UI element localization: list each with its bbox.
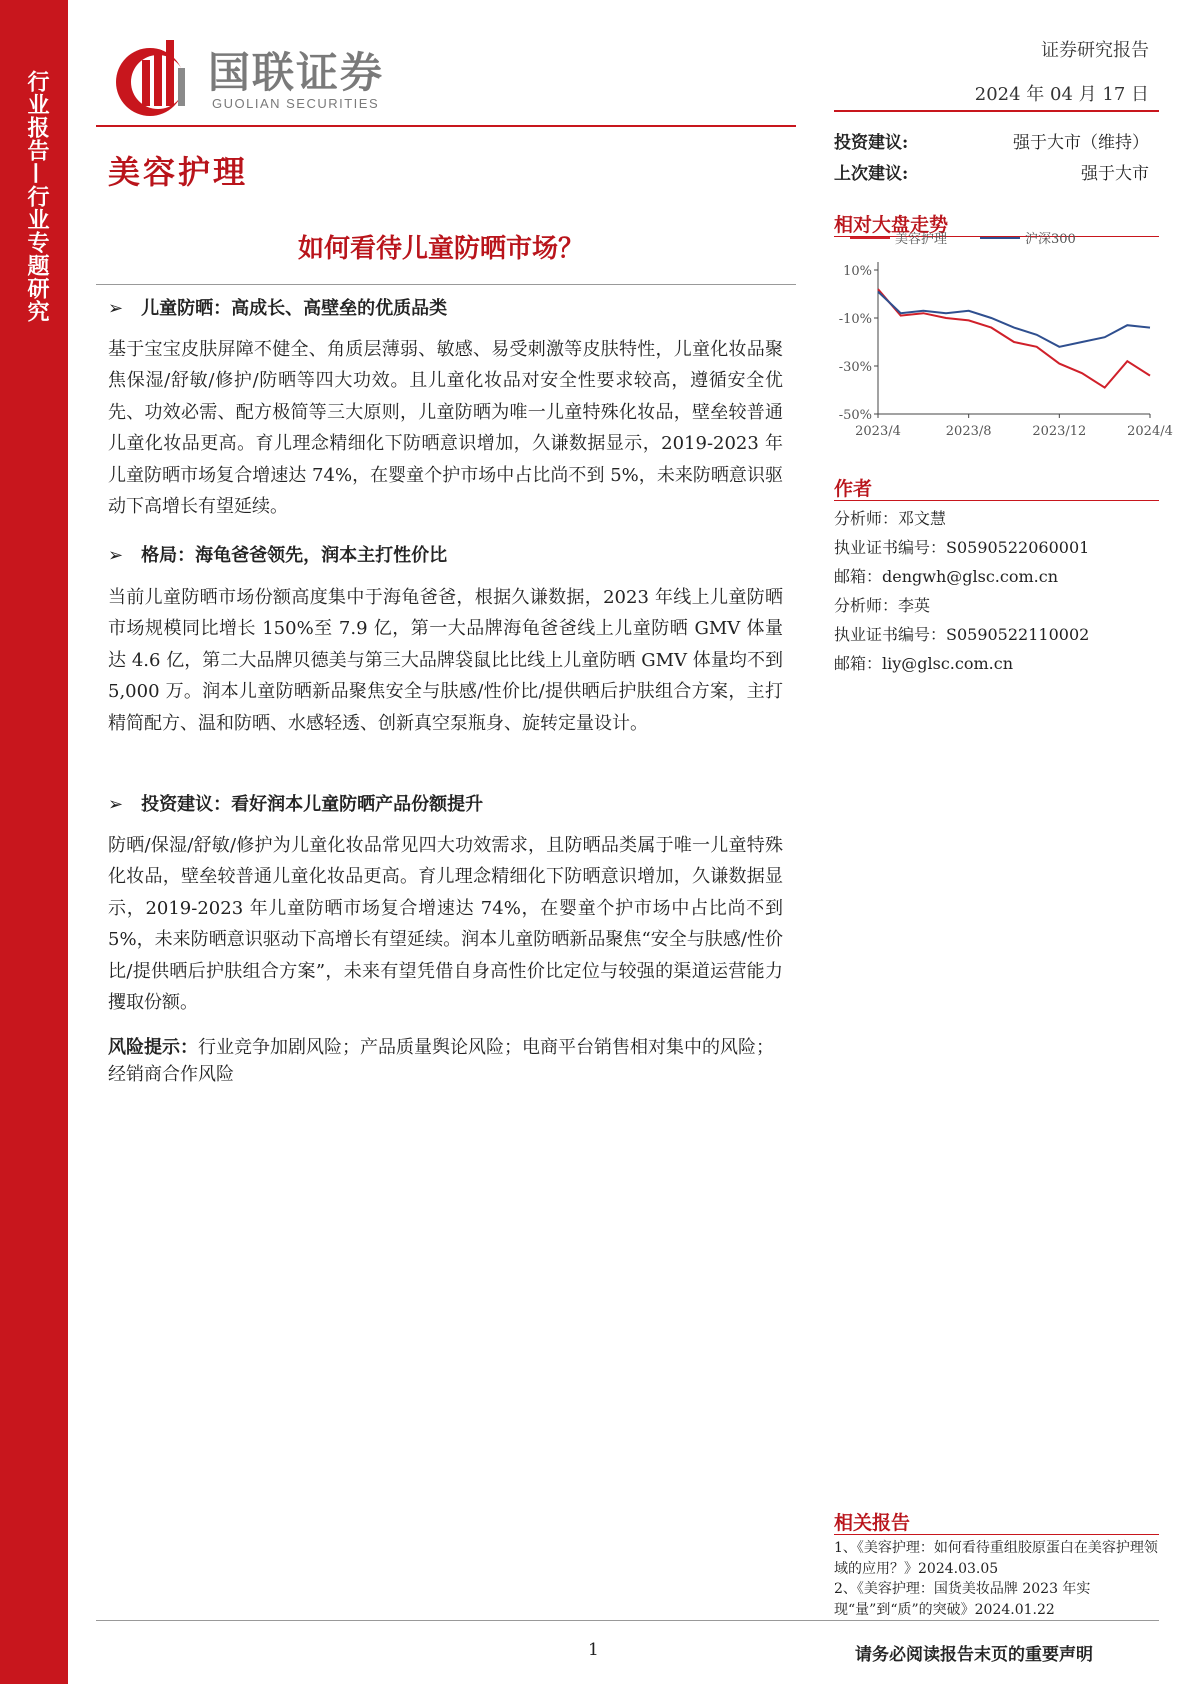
- author-1-cert: 执业证书编号：S0590522060001: [834, 538, 1090, 557]
- logo-cn-text: 国联证券: [208, 48, 385, 97]
- doc-type: 证券研究报告: [1041, 40, 1149, 61]
- y-tick-label: -30%: [838, 360, 872, 375]
- author-1-email: 邮箱：dengwh@glsc.com.cn: [834, 567, 1058, 586]
- rating-previous-value: 强于大市: [1081, 164, 1149, 184]
- risk-text: 行业竞争加剧风险；产品质量舆论风险；电商平台销售相对集中的风险；经销商合作风险: [108, 1037, 774, 1085]
- series-line-csi300: [878, 292, 1150, 347]
- report-title: 如何看待儿童防晒市场？: [297, 234, 584, 264]
- x-tick-label: 2023/12: [1032, 424, 1087, 439]
- author-1-name: 分析师：邓文慧: [834, 509, 947, 528]
- industry-name: 美容护理: [108, 153, 249, 191]
- x-tick-label: 2023/4: [855, 424, 901, 439]
- rating-current-label: 投资建议:: [834, 133, 909, 153]
- chart-section-rule: [834, 236, 1159, 237]
- legend-label: 沪深300: [1025, 232, 1076, 247]
- section-heading-3: ➢ 投资建议：看好润本儿童防晒产品份额提升: [108, 794, 484, 815]
- section-heading-2: ➢ 格局：海龟爸爸领先，润本主打性价比: [108, 545, 448, 566]
- report-date: 2024 年 04 月 17 日: [974, 84, 1149, 105]
- section-heading-1: ➢ 儿童防晒：高成长、高壁垒的优质品类: [108, 298, 448, 319]
- chart-section-title: 相对大盘走势: [834, 214, 949, 236]
- bullet-arrow-icon: ➢: [108, 298, 124, 319]
- footer-rule: [96, 1620, 1159, 1621]
- x-tick-label: 2023/8: [945, 424, 992, 439]
- logo-en-text: GUOLIAN SECURITIES: [212, 96, 380, 111]
- author-2-email: 邮箱：liy@glsc.com.cn: [834, 654, 1014, 673]
- relative-performance-chart: [820, 232, 1173, 448]
- related-report-item[interactable]: 1、《美容护理：如何看待重组胶原蛋白在美容护理领域的应用？》2024.03.05: [834, 1540, 1158, 1577]
- y-tick-label: -10%: [838, 312, 872, 327]
- header-rule-left: [96, 125, 796, 127]
- bullet-arrow-icon: ➢: [108, 545, 124, 566]
- report-category-label: 行业报告—行业专题研究: [24, 70, 50, 323]
- x-tick-label: 2024/4: [1127, 424, 1173, 439]
- section-body-1: 基于宝宝皮肤屏障不健全、角质层薄弱、敏感、易受刺激等皮肤特性，儿童化妆品聚焦保湿/舒敏/修护/防晒等四大功效。且儿童化妆品对安全性要求较高，遵循安全优先、功效必需、配方极简等三大原则，儿童防晒为唯一儿童特殊化妆品，壁垒较普通儿童化妆品更高。育儿理念精细化下防晒意识增加，久谦数据显示，2019-2023 年儿童防晒市场复合增速达 74%，在婴童个护市场中占比尚不到 5%，未来防晒意识驱动下高增长有望延续。: [108, 339, 783, 518]
- rating-previous-label: 上次建议:: [834, 164, 909, 184]
- page-number: 1: [588, 1640, 599, 1660]
- y-tick-label: 10%: [843, 264, 872, 279]
- related-report-item[interactable]: 2、《美容护理：国货美妆品牌 2023 年实现“量”到“质”的突破》2024.01.22: [834, 1581, 1091, 1618]
- sidebar-band: [0, 0, 68, 1684]
- bullet-arrow-icon: ➢: [108, 794, 124, 815]
- author-2-name: 分析师：李英: [834, 596, 931, 615]
- legend-label: 美容护理: [895, 232, 948, 247]
- series-line-beauty-care: [878, 289, 1150, 387]
- y-tick-label: -50%: [838, 408, 872, 423]
- risk-warning: [108, 1034, 783, 1088]
- section-body-3: 防晒/保湿/舒敏/修护为儿童化妆品常见四大功效需求，且防晒品类属于唯一儿童特殊化妆品，壁垒较普通儿童化妆品更高。育儿理念精细化下防晒意识增加，久谦数据显示，2019-2023 年儿童防晒市场复合增速达 74%，在婴童个护市场中占比尚不到 5%，未来防晒意识驱动下高增长有望延续。润本儿童防晒新品聚焦“安全与肤感/性价比/提供晒后护肤组合方案”，未来有望凭借自身高性价比定位与较强的渠道运营能力攫取份额。: [108, 835, 783, 1014]
- title-rule: [96, 284, 796, 285]
- section-body-2: 当前儿童防晒市场份额高度集中于海龟爸爸，根据久谦数据，2023 年线上儿童防晒市场规模同比增长 150%至 7.9 亿，第一大品牌海龟爸爸线上儿童防晒 GMV 体量达 4.6 亿，第二大品牌贝德美与第三大品牌袋鼠比比线上儿童防晒 GMV 体量均不到 5,000 万。润本儿童防晒新品聚焦安全与肤感/性价比/提供晒后护肤组合方案，主打精简配方、温和防晒、水感轻透、创新真空泵瓶身、旋转定量设计。: [108, 587, 783, 734]
- related-section-title: 相关报告: [834, 1512, 911, 1534]
- author-section-title: 作者: [834, 478, 873, 500]
- disclaimer-note: 请务必阅读报告末页的重要声明: [855, 1645, 1093, 1665]
- risk-label: 风险提示：: [108, 1037, 198, 1058]
- related-section-rule: [834, 1534, 1159, 1535]
- author-2-cert: 执业证书编号：S0590522110002: [834, 625, 1090, 644]
- header-rule-right: [834, 110, 1159, 112]
- rating-current-value: 强于大市（维持）: [1013, 133, 1149, 153]
- logo-mark-icon: [112, 38, 196, 118]
- company-logo: [112, 38, 432, 118]
- author-section-rule: [834, 500, 1159, 501]
